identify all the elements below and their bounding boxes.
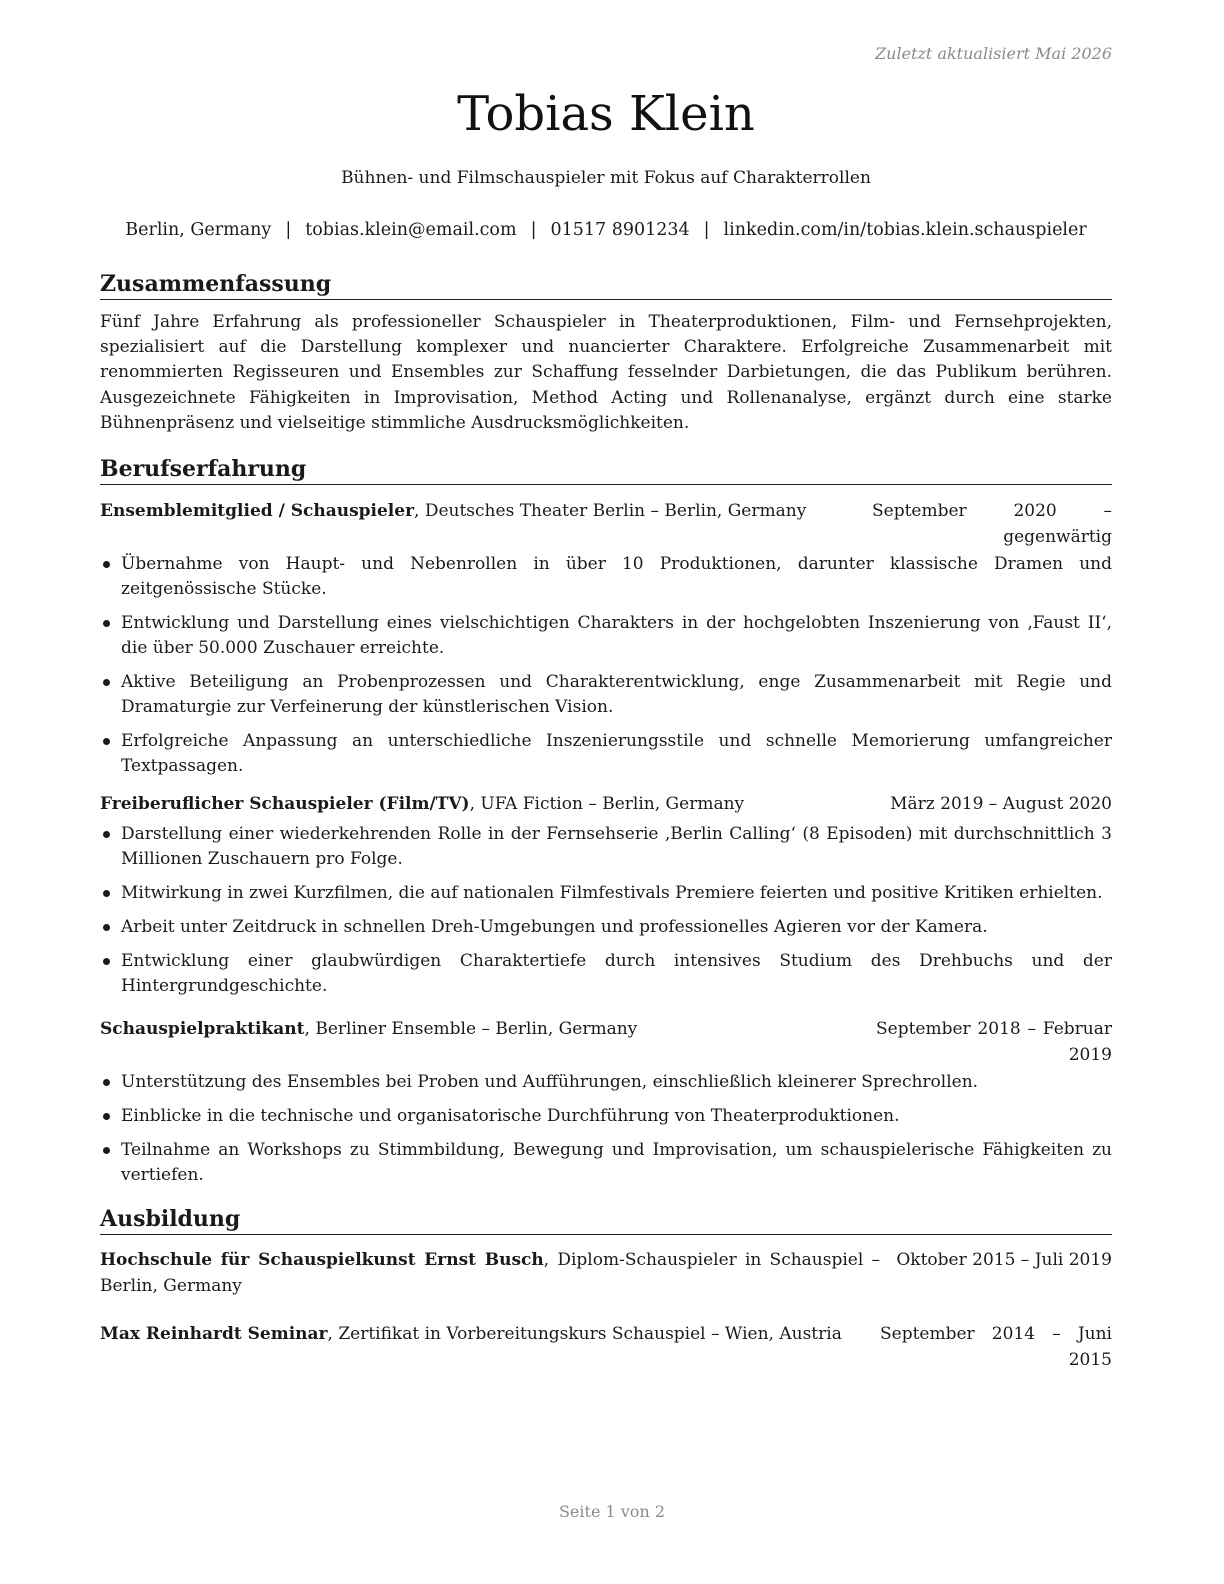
education-school: Max Reinhardt Seminar [100, 1324, 328, 1344]
job-entry [100, 1017, 1112, 1197]
job-header [100, 1017, 1112, 1065]
contact-separator: | [703, 220, 710, 240]
education-title-line [100, 1248, 880, 1299]
contact-separator: | [530, 220, 537, 240]
job-dates: März 2019 – August 2020 [890, 794, 1112, 814]
job-org: , Deutsches Theater Berlin – Berlin, Germany [414, 501, 807, 521]
list-item: Mitwirkung in zwei Kurzfilmen, die auf nationalen Filmfestivals Premiere feierten und positive Kritiken erhielten. [100, 881, 1112, 906]
job-bullets [100, 552, 1112, 779]
job-bullets [100, 822, 1112, 999]
education-school: Hochschule für Schauspielkunst Ernst Busch [100, 1250, 544, 1270]
summary-section [100, 270, 1112, 436]
contact-phone[interactable]: 01517 8901234 [550, 220, 690, 240]
list-item: Entwicklung einer glaubwürdigen Charaktertiefe durch intensives Studium des Drehbuchs und der Hintergrundgeschichte. [100, 949, 1112, 999]
resume-page [100, 0, 1112, 1584]
last-updated-note: Zuletzt aktualisiert Mai 2026 [875, 44, 1112, 63]
candidate-name: Tobias Klein [457, 86, 755, 142]
list-item: Teilnahme an Workshops zu Stimmbildung, Bewegung und Improvisation, um schauspielerische Fähigkeiten zu vertiefen. [100, 1138, 1112, 1188]
job-header [100, 792, 1112, 818]
job-dates: September 2020 – gegenwärtig [872, 501, 1112, 547]
list-item: Arbeit unter Zeitdruck in schnellen Dreh-Umgebungen und professionelles Agieren vor der Kamera. [100, 915, 1112, 940]
section-title-education: Ausbildung [100, 1205, 1112, 1235]
education-section-header [100, 1205, 1112, 1235]
contact-linkedin[interactable]: linkedin.com/in/tobias.klein.schauspieler [723, 220, 1087, 240]
job-bullets [100, 1070, 1112, 1188]
education-dates: September 2014 – Juni 2015 [880, 1324, 1112, 1370]
job-role: Ensemblemitglied / Schauspieler [100, 501, 415, 521]
contact-separator: | [285, 220, 292, 240]
job-role: Freiberuflicher Schauspieler (Film/TV) [100, 794, 470, 814]
education-detail: , Diplom-Schauspieler in Schauspiel – Berlin, Germany [100, 1250, 881, 1296]
job-dates: September 2018 – Februar 2019 [876, 1019, 1112, 1065]
contact-line [100, 220, 1112, 240]
job-header [100, 499, 1112, 547]
list-item: Entwicklung und Darstellung eines vielschichtigen Charakters in der hochgelobten Inszenierung von ‚Faust II‘, die über 50.000 Zuschauer erreichte. [100, 611, 1112, 661]
list-item: Einblicke in die technische und organisatorische Durchführung von Theaterproduktionen. [100, 1104, 1112, 1129]
education-title-line [100, 1322, 880, 1348]
list-item: Darstellung einer wiederkehrenden Rolle in der Fernsehserie ‚Berlin Calling‘ (8 Episoden) mit durchschnittlich 3 Millionen Zuschauern pro Folge. [100, 822, 1112, 872]
experience-section-header [100, 455, 1112, 485]
job-role: Schauspielpraktikant [100, 1019, 305, 1039]
job-title-line [100, 792, 820, 818]
page-number: Seite 1 von 2 [558, 1502, 666, 1521]
list-item: Erfolgreiche Anpassung an unterschiedliche Inszenierungsstile und schnelle Memorierung umfangreicher Textpassagen. [100, 729, 1112, 779]
list-item: Aktive Beteiligung an Probenprozessen und Charakterentwicklung, enge Zusammenarbeit mit Regie und Dramaturgie zur Verfeinerung der künstlerischen Vision. [100, 670, 1112, 720]
job-org: , UFA Fiction – Berlin, Germany [469, 794, 745, 814]
list-item: Unterstützung des Ensembles bei Proben und Aufführungen, einschließlich kleinerer Sprechrollen. [100, 1070, 1112, 1095]
list-item: Übernahme von Haupt- und Nebenrollen in über 10 Produktionen, darunter klassische Dramen und zeitgenössische Stücke. [100, 552, 1112, 602]
contact-email[interactable]: tobias.klein@email.com [305, 220, 517, 240]
job-title-line [100, 1017, 820, 1043]
candidate-tagline: Bühnen- und Filmschauspieler mit Fokus auf Charakterrollen [341, 168, 871, 188]
summary-text: Fünf Jahre Erfahrung als professioneller Schauspieler in Theaterproduktionen, Film- und Fernsehprojekten, spezialisiert auf die Darstellung komplexer und nuancierter Charaktere. Erfolgreiche Zusammenarbeit mit renommierten Regisseuren und Ensembles zur Schaffung fesselnder Darbietungen, die das Publikum berühren. Ausgezeichnete Fähigkeiten in Improvisation, Method Acting und Rollenanalyse, ergänzt durch eine starke Bühnenpräsenz und vielseitige stimmliche Ausdrucksmöglichkeiten. [100, 312, 1112, 433]
contact-location: Berlin, Germany [125, 220, 272, 240]
education-detail: , Zertifikat in Vorbereitungskurs Schauspiel – Wien, Austria [327, 1324, 842, 1344]
education-entry [100, 1248, 1112, 1299]
job-org: , Berliner Ensemble – Berlin, Germany [304, 1019, 638, 1039]
job-title-line [100, 499, 820, 525]
job-entry [100, 499, 1112, 788]
section-title-summary: Zusammenfassung [100, 270, 1112, 300]
job-entry [100, 792, 1112, 1008]
education-entry [100, 1322, 1112, 1370]
education-dates: Oktober 2015 – Juli 2019 [896, 1250, 1112, 1270]
section-title-experience: Berufserfahrung [100, 455, 1112, 485]
